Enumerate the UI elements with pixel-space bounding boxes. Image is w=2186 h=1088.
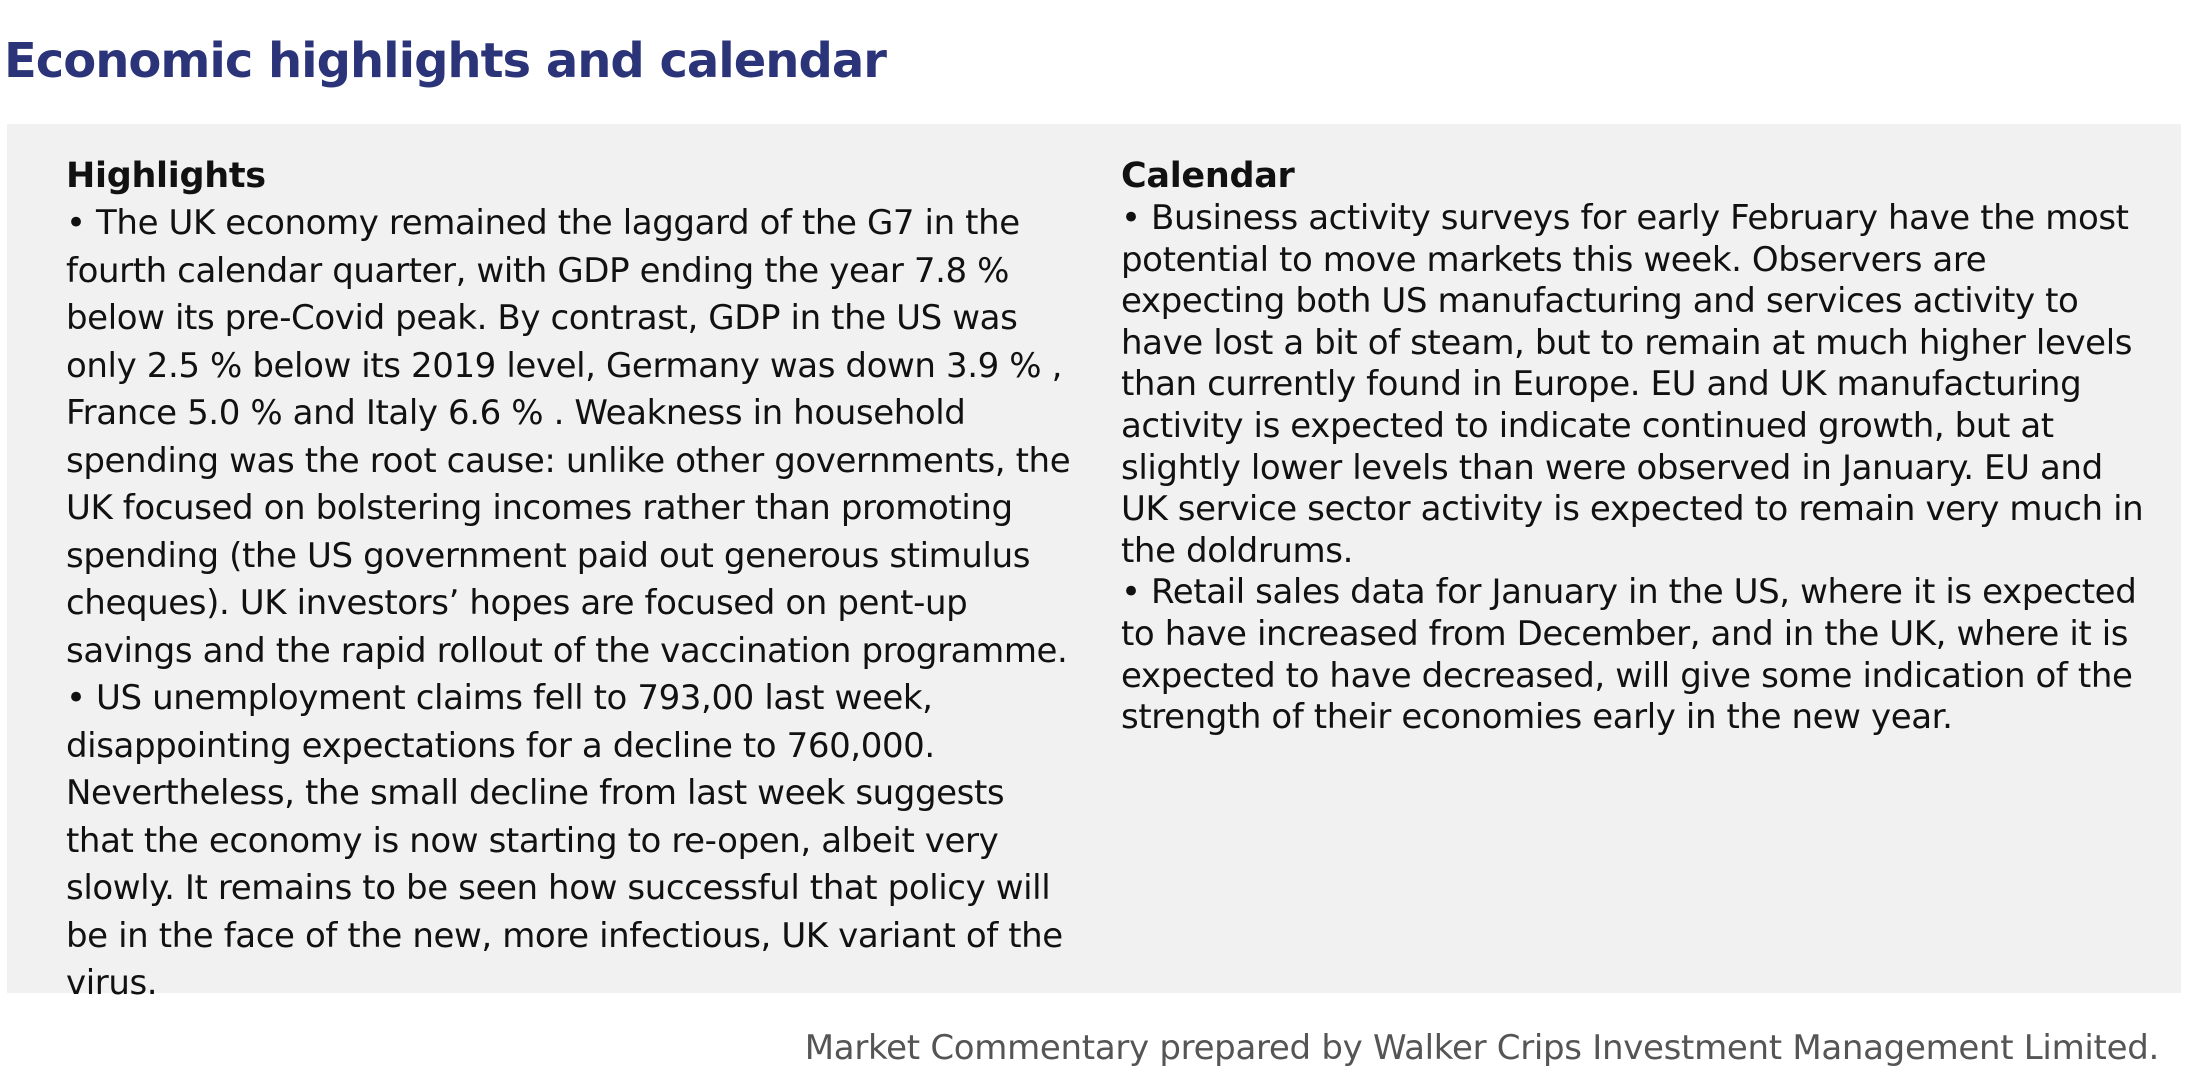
calendar-paragraph-business-surveys: • Business activity surveys for early February have the most potential to move markets this week. Observers are expecting both US manufacturing and services activity to have lost a bit of steam, but to remain at much higher levels than currently found in Europe. EU and UK manufacturing activity is expected to indicate continued growth, but at slightly lower levels than were observed in January. EU and UK service sector activity is expected to remain very much in the doldrums. [1121, 198, 2144, 571]
calendar-heading: Calendar [1121, 156, 1295, 196]
calendar-column [1121, 154, 2151, 739]
highlights-paragraph-us-unemployment: • US unemployment claims fell to 793,00 last week, disappointing expectations for a decline to 760,000. Nevertheless, the small decline from last week suggests that the economy is now starting to re-open, albeit very slowly. It remains to be seen how successful that policy will be in the face of the new, more infectious, UK variant of the virus. [66, 678, 1063, 1003]
content-panel [7, 124, 2181, 1003]
page-title: Economic highlights and calendar [4, 33, 886, 89]
highlights-column [66, 154, 1076, 1008]
calendar-paragraph-retail-sales: • Retail sales data for January in the US, where it is expected to have increased from December, and in the UK, where it is expected to have decreased, will give some indication of the strength of their economies early in the new year. [1121, 572, 2137, 738]
highlights-heading: Highlights [66, 156, 266, 196]
highlights-paragraph-uk-gdp: • The UK economy remained the laggard of the G7 in the fourth calendar quarter, with GDP ending the year 7.8 % below its pre-Covid peak. By contrast, GDP in the US was only 2.5 % below its 2019 level, Germany was down 3.9 % , France 5.0 % and Italy 6.6 % . Weakness in household spending was the root cause: unlike other governments, the UK focused on bolstering incomes rather than promoting spending (the US government paid out generous stimulus cheques). UK investors’ hopes are focused on pent-up savings and the rapid rollout of the vaccination programme. [66, 203, 1071, 671]
footer-attribution: Market Commentary prepared by Walker Crips Investment Management Limited. [804, 1028, 2159, 1068]
